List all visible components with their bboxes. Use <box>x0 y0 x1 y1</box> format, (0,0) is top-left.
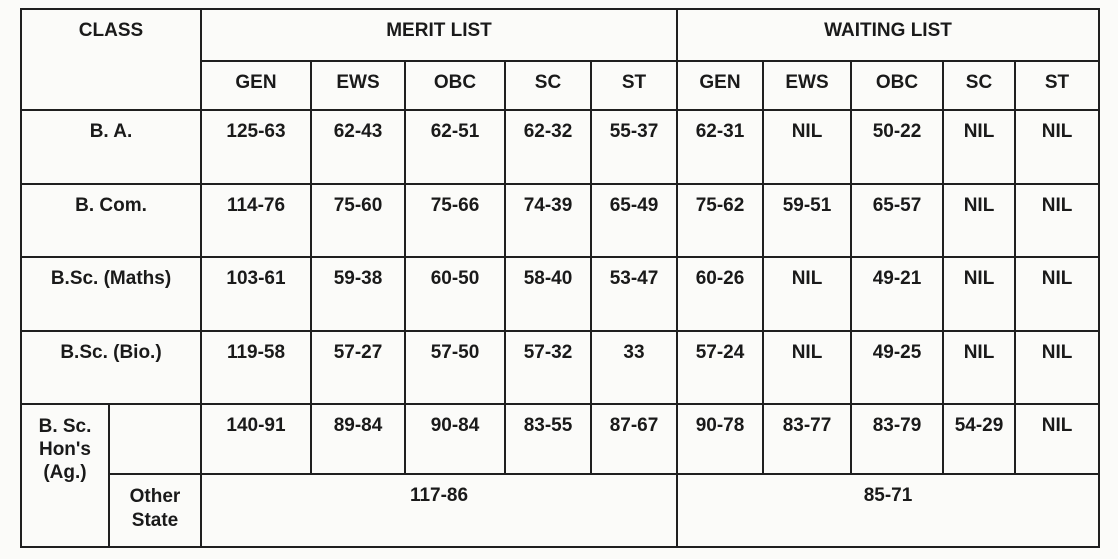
table-cell: 83-55 <box>505 404 591 475</box>
table-cell: 75-60 <box>311 184 405 258</box>
table-cell: 53-47 <box>591 257 677 331</box>
merit-sc-header: SC <box>505 61 591 109</box>
table-cell: 57-50 <box>405 331 505 404</box>
empty-subclass-cell <box>109 404 201 475</box>
table-cell: 60-50 <box>405 257 505 331</box>
table-cell: 125-63 <box>201 110 311 184</box>
table-cell: 87-67 <box>591 404 677 475</box>
table-cell: 90-84 <box>405 404 505 475</box>
table-cell: 89-84 <box>311 404 405 475</box>
table-cell: 59-38 <box>311 257 405 331</box>
merit-obc-header: OBC <box>405 61 505 109</box>
table-cell: NIL <box>1015 184 1099 258</box>
table-cell: 49-21 <box>851 257 943 331</box>
other-state-label <box>109 474 201 547</box>
other-state-merit: 117-86 <box>201 474 677 547</box>
table-cell: 62-43 <box>311 110 405 184</box>
cutoff-table <box>20 8 1100 548</box>
table-cell: NIL <box>943 184 1015 258</box>
table-cell: 49-25 <box>851 331 943 404</box>
table-cell: 62-31 <box>677 110 763 184</box>
other-state-line: State <box>131 510 179 532</box>
table-cell: 83-77 <box>763 404 851 475</box>
table-cell: 74-39 <box>505 184 591 258</box>
other-state-waiting: 85-71 <box>677 474 1099 547</box>
table-cell: NIL <box>943 257 1015 331</box>
table-cell: NIL <box>1015 404 1099 475</box>
merit-list-header: MERIT LIST <box>201 9 677 61</box>
table-cell: 65-49 <box>591 184 677 258</box>
table-cell: NIL <box>1015 257 1099 331</box>
table-cell: 75-62 <box>677 184 763 258</box>
table-cell: 58-40 <box>505 257 591 331</box>
row-label-hons <box>21 404 109 547</box>
table-cell: 62-32 <box>505 110 591 184</box>
table-cell: 114-76 <box>201 184 311 258</box>
table-cell: 75-66 <box>405 184 505 258</box>
other-state-line: Other <box>129 486 181 508</box>
waiting-sc-header: SC <box>943 61 1015 109</box>
table-row-bsc-bio <box>21 331 1099 404</box>
table-cell: NIL <box>763 331 851 404</box>
merit-gen-header: GEN <box>201 61 311 109</box>
table-cell: 103-61 <box>201 257 311 331</box>
row-label: B. A. <box>21 110 201 184</box>
table-cell: 55-37 <box>591 110 677 184</box>
table-row-bsc-maths <box>21 257 1099 331</box>
table-cell: 62-51 <box>405 110 505 184</box>
table-cell: 60-26 <box>677 257 763 331</box>
waiting-obc-header: OBC <box>851 61 943 109</box>
table-cell: 119-58 <box>201 331 311 404</box>
table-cell: 57-32 <box>505 331 591 404</box>
table-cell: 83-79 <box>851 404 943 475</box>
waiting-list-header: WAITING LIST <box>677 9 1099 61</box>
table-cell: 33 <box>591 331 677 404</box>
table-cell: NIL <box>763 110 851 184</box>
row-label: B. Com. <box>21 184 201 258</box>
class-header: CLASS <box>21 9 201 110</box>
table-row-other-state <box>21 474 1099 547</box>
table-cell: 90-78 <box>677 404 763 475</box>
merit-ews-header: EWS <box>311 61 405 109</box>
table-cell: 65-57 <box>851 184 943 258</box>
header-row-groups <box>21 9 1099 61</box>
hons-label-line: (Ag.) <box>43 461 87 483</box>
table-cell: 59-51 <box>763 184 851 258</box>
table-cell: NIL <box>943 331 1015 404</box>
merit-st-header: ST <box>591 61 677 109</box>
table-row-ba <box>21 110 1099 184</box>
table-cell: 50-22 <box>851 110 943 184</box>
waiting-st-header: ST <box>1015 61 1099 109</box>
table-row-bcom <box>21 184 1099 258</box>
row-label: B.Sc. (Bio.) <box>21 331 201 404</box>
table-cell: NIL <box>1015 110 1099 184</box>
hons-label-line: B. Sc. <box>38 415 92 437</box>
table-cell: NIL <box>763 257 851 331</box>
table-cell: NIL <box>943 110 1015 184</box>
table-cell: 140-91 <box>201 404 311 475</box>
row-label: B.Sc. (Maths) <box>21 257 201 331</box>
waiting-ews-header: EWS <box>763 61 851 109</box>
table-cell: 54-29 <box>943 404 1015 475</box>
table-row-bsc-hons <box>21 404 1099 475</box>
table-cell: 57-24 <box>677 331 763 404</box>
waiting-gen-header: GEN <box>677 61 763 109</box>
hons-label-line: Hon's <box>38 438 92 460</box>
table-cell: NIL <box>1015 331 1099 404</box>
table-cell: 57-27 <box>311 331 405 404</box>
